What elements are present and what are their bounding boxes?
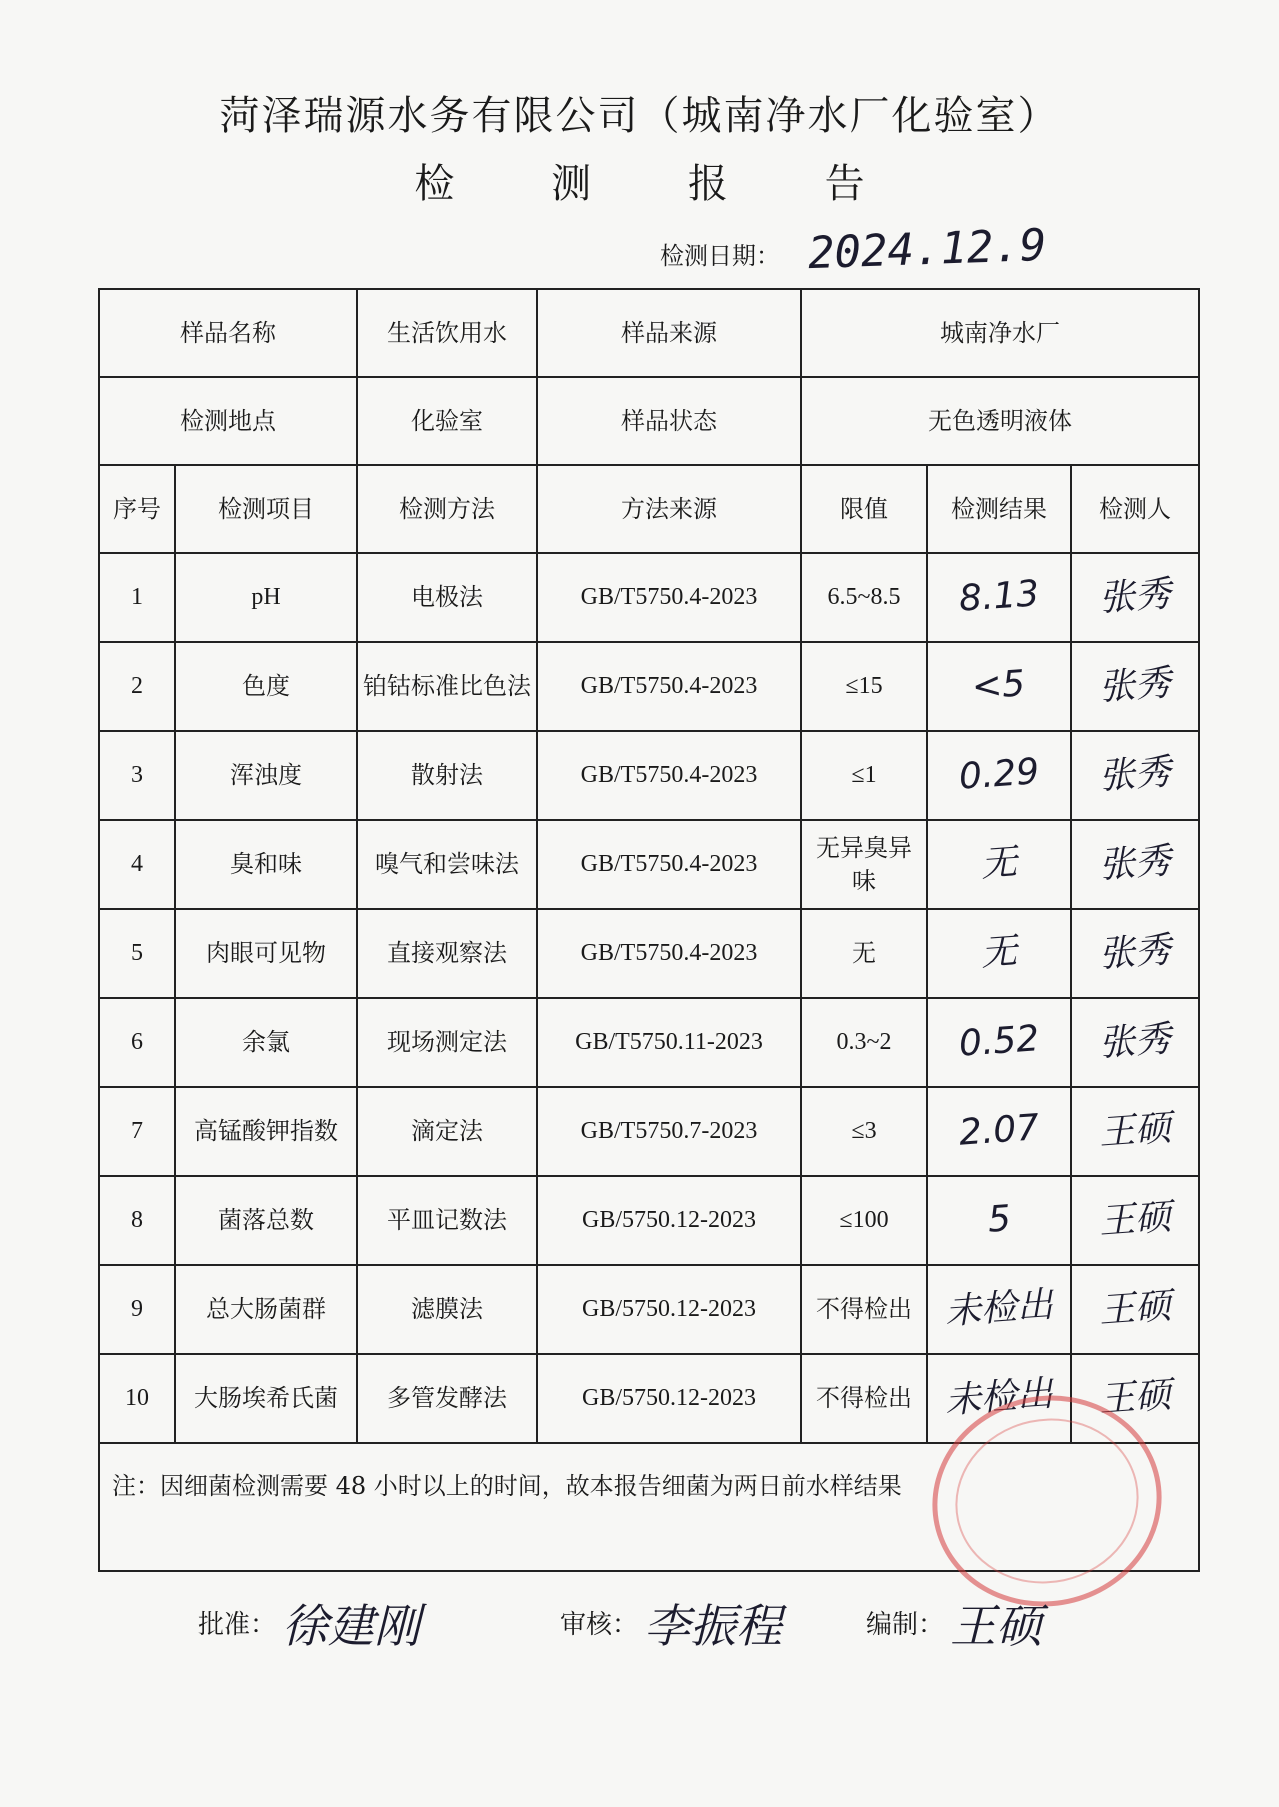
location-value: 化验室 bbox=[357, 377, 537, 465]
date-value: 2024.12.9 bbox=[807, 219, 1048, 280]
row-limit: 6.5~8.5 bbox=[801, 553, 927, 642]
note-row bbox=[99, 1443, 1199, 1571]
row-tester: 张秀 bbox=[1071, 642, 1199, 731]
row-limit: 不得检出 bbox=[801, 1354, 927, 1443]
row-limit: ≤15 bbox=[801, 642, 927, 731]
row-no: 7 bbox=[99, 1087, 175, 1176]
table-row bbox=[99, 820, 1199, 909]
row-source: GB/T5750.4-2023 bbox=[537, 731, 801, 820]
row-method: 现场测定法 bbox=[357, 998, 537, 1087]
sample-source-value: 城南净水厂 bbox=[801, 289, 1199, 377]
review-signature: 李振程 bbox=[644, 1599, 782, 1653]
row-no: 3 bbox=[99, 731, 175, 820]
row-no: 10 bbox=[99, 1354, 175, 1443]
row-limit: ≤3 bbox=[801, 1087, 927, 1176]
col-header-tester: 检测人 bbox=[1071, 465, 1199, 553]
row-limit: ≤100 bbox=[801, 1176, 927, 1265]
row-result: 2.07 bbox=[927, 1087, 1071, 1176]
row-no: 6 bbox=[99, 998, 175, 1087]
row-no: 2 bbox=[99, 642, 175, 731]
location-label: 检测地点 bbox=[99, 377, 357, 465]
column-header-row bbox=[99, 465, 1199, 553]
table-row bbox=[99, 1265, 1199, 1354]
table-row bbox=[99, 909, 1199, 998]
row-method: 平皿记数法 bbox=[357, 1176, 537, 1265]
table-row bbox=[99, 998, 1199, 1087]
sample-state-label: 样品状态 bbox=[537, 377, 801, 465]
row-tester: 张秀 bbox=[1071, 820, 1199, 909]
info-row-2 bbox=[99, 377, 1199, 465]
row-no: 8 bbox=[99, 1176, 175, 1265]
row-no: 5 bbox=[99, 909, 175, 998]
row-no: 1 bbox=[99, 553, 175, 642]
row-tester: 张秀 bbox=[1071, 553, 1199, 642]
row-item: 菌落总数 bbox=[175, 1176, 357, 1265]
row-tester: 张秀 bbox=[1071, 731, 1199, 820]
row-result: 8.13 bbox=[927, 553, 1071, 642]
row-limit: 不得检出 bbox=[801, 1265, 927, 1354]
table-row bbox=[99, 1354, 1199, 1443]
table-row bbox=[99, 553, 1199, 642]
row-item: 臭和味 bbox=[175, 820, 357, 909]
col-header-result: 检测结果 bbox=[927, 465, 1071, 553]
sample-name-label: 样品名称 bbox=[99, 289, 357, 377]
row-item: 余氯 bbox=[175, 998, 357, 1087]
row-source: GB/T5750.4-2023 bbox=[537, 642, 801, 731]
row-item: 浑浊度 bbox=[175, 731, 357, 820]
row-source: GB/T5750.4-2023 bbox=[537, 820, 801, 909]
report-note: 注：因细菌检测需要 48 小时以上的时间，故本报告细菌为两日前水样结果 bbox=[99, 1443, 1199, 1571]
row-result: 无 bbox=[927, 909, 1071, 998]
row-source: GB/T5750.11-2023 bbox=[537, 998, 801, 1087]
col-header-source: 方法来源 bbox=[537, 465, 801, 553]
row-item: 高锰酸钾指数 bbox=[175, 1087, 357, 1176]
row-tester: 王硕 bbox=[1071, 1354, 1199, 1443]
row-method: 铂钴标准比色法 bbox=[357, 642, 537, 731]
row-source: GB/5750.12-2023 bbox=[537, 1265, 801, 1354]
row-method: 嗅气和尝味法 bbox=[357, 820, 537, 909]
row-source: GB/T5750.7-2023 bbox=[537, 1087, 801, 1176]
row-tester: 张秀 bbox=[1071, 998, 1199, 1087]
row-no: 9 bbox=[99, 1265, 175, 1354]
col-header-item: 检测项目 bbox=[175, 465, 357, 553]
row-source: GB/5750.12-2023 bbox=[537, 1354, 801, 1443]
approve-label: 批准： bbox=[198, 1610, 277, 1640]
row-method: 电极法 bbox=[357, 553, 537, 642]
table-row bbox=[99, 1087, 1199, 1176]
row-source: GB/T5750.4-2023 bbox=[537, 553, 801, 642]
row-item: 色度 bbox=[175, 642, 357, 731]
date-label: 检测日期： bbox=[660, 242, 780, 270]
row-method: 直接观察法 bbox=[357, 909, 537, 998]
row-tester: 王硕 bbox=[1071, 1265, 1199, 1354]
col-header-no: 序号 bbox=[99, 465, 175, 553]
row-result: <5 bbox=[927, 642, 1071, 731]
row-tester: 王硕 bbox=[1071, 1176, 1199, 1265]
row-result: 无 bbox=[927, 820, 1071, 909]
table-row bbox=[99, 731, 1199, 820]
row-tester: 张秀 bbox=[1071, 909, 1199, 998]
row-result: 0.52 bbox=[927, 998, 1071, 1087]
table-row bbox=[99, 1176, 1199, 1265]
row-item: 大肠埃希氏菌 bbox=[175, 1354, 357, 1443]
prepare-label: 编制： bbox=[866, 1610, 945, 1640]
row-method: 滴定法 bbox=[357, 1087, 537, 1176]
row-item: pH bbox=[175, 553, 357, 642]
row-no: 4 bbox=[99, 820, 175, 909]
sample-state-value: 无色透明液体 bbox=[801, 377, 1199, 465]
prepare-signature: 王硕 bbox=[950, 1599, 1042, 1653]
info-row-1 bbox=[99, 289, 1199, 377]
row-limit: 无异臭异味 bbox=[801, 820, 927, 909]
row-limit: 0.3~2 bbox=[801, 998, 927, 1087]
row-source: GB/5750.12-2023 bbox=[537, 1176, 801, 1265]
report-company-title: 菏泽瑞源水务有限公司（城南净水厂化验室） bbox=[219, 93, 1060, 139]
review-label: 审核： bbox=[560, 1610, 639, 1640]
row-result: 0.29 bbox=[927, 731, 1071, 820]
report-table bbox=[98, 288, 1200, 1572]
row-result: 5 bbox=[927, 1176, 1071, 1265]
row-tester: 王硕 bbox=[1071, 1087, 1199, 1176]
approve-signature: 徐建刚 bbox=[282, 1599, 420, 1653]
row-method: 散射法 bbox=[357, 731, 537, 820]
sample-name-value: 生活饮用水 bbox=[357, 289, 537, 377]
row-method: 滤膜法 bbox=[357, 1265, 537, 1354]
table-row bbox=[99, 642, 1199, 731]
row-source: GB/T5750.4-2023 bbox=[537, 909, 801, 998]
row-method: 多管发酵法 bbox=[357, 1354, 537, 1443]
report-subtitle: 检 测 报 告 bbox=[414, 161, 907, 207]
col-header-limit: 限值 bbox=[801, 465, 927, 553]
row-limit: ≤1 bbox=[801, 731, 927, 820]
row-limit: 无 bbox=[801, 909, 927, 998]
row-item: 肉眼可见物 bbox=[175, 909, 357, 998]
row-result: 未检出 bbox=[927, 1265, 1071, 1354]
sample-source-label: 样品来源 bbox=[537, 289, 801, 377]
row-result: 未检出 bbox=[927, 1354, 1071, 1443]
row-item: 总大肠菌群 bbox=[175, 1265, 357, 1354]
col-header-method: 检测方法 bbox=[357, 465, 537, 553]
